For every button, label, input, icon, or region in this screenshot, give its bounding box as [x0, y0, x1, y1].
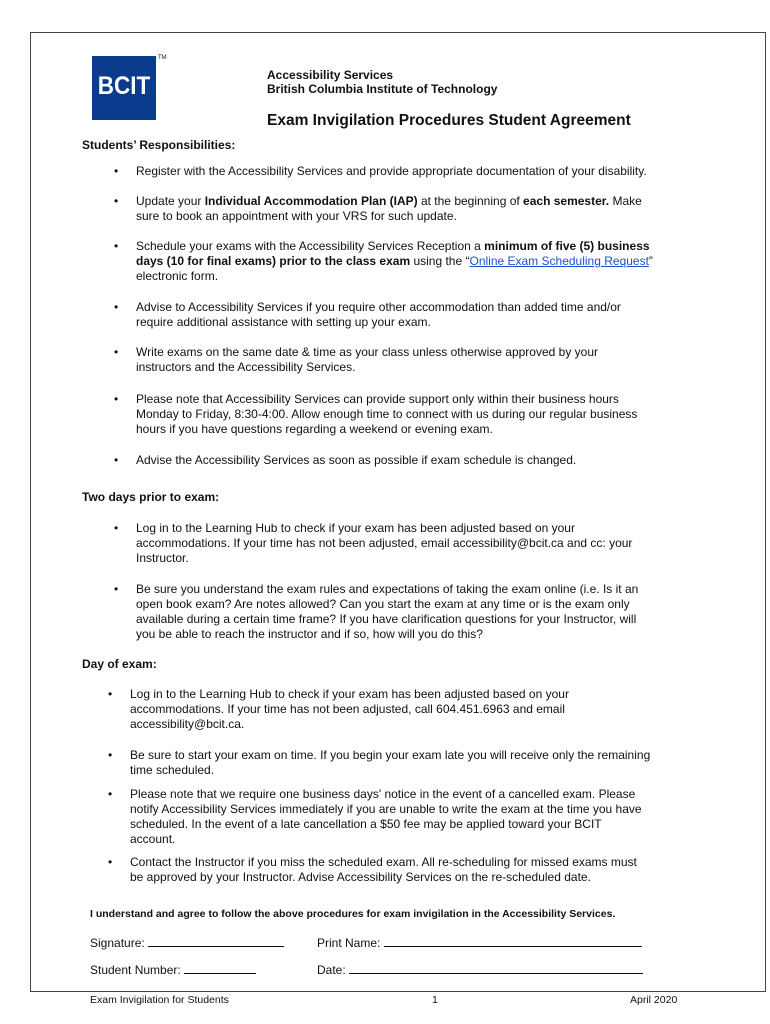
student-number-row	[90, 961, 256, 977]
section-heading-responsibilities: Students’ Responsibilities:	[82, 138, 236, 152]
list-item	[130, 855, 637, 885]
list-item	[136, 194, 642, 224]
online-exam-scheduling-link[interactable]: Online Exam Scheduling Request	[469, 254, 649, 268]
list-item-text: you be able to reach the instructor and if so, how will you do this?	[136, 627, 483, 641]
list-item	[136, 521, 632, 566]
institute-name: British Columbia Institute of Technology	[267, 82, 498, 96]
list-item-text: open book exam? Are notes allowed? Can you start the exam at any time or is the exam only	[136, 597, 630, 611]
list-item-text: scheduled. In the event of a late cancellation a $50 fee may be applied toward your BCIT	[130, 817, 602, 831]
date-label: Date:	[317, 963, 346, 977]
list-item-text: Update your	[136, 194, 205, 208]
list-item	[136, 582, 638, 642]
list-item-text: Make	[609, 194, 642, 208]
list-item	[136, 239, 653, 284]
bullet-icon: •	[114, 194, 119, 208]
list-item-text: Log in to the Learning Hub to check if your exam has been adjusted based on your	[136, 521, 575, 535]
footer-title: Exam Invigilation for Students	[90, 994, 229, 1006]
list-item-text: hours if you have questions regarding a weekend or evening exam.	[136, 422, 493, 436]
list-item-text: Advise the Accessibility Services as soon as possible if exam schedule is changed.	[136, 453, 577, 467]
list-item-text: at the beginning of	[417, 194, 524, 208]
agreement-statement: I understand and agree to follow the above procedures for exam invigilation in the Accessibility Services.	[90, 908, 616, 920]
list-item	[136, 392, 637, 437]
list-item	[136, 164, 647, 179]
bullet-icon: •	[114, 521, 119, 535]
signature-row	[90, 934, 284, 950]
list-item-text: Please note that Accessibility Services can provide support only within their business hours	[136, 392, 619, 406]
student-number-field[interactable]	[184, 961, 256, 974]
list-item-text: accommodations. If your time has not been adjusted, call 604.451.6963 and email	[130, 702, 565, 716]
bullet-icon: •	[114, 300, 119, 314]
header-block	[267, 68, 497, 96]
list-item-text: Schedule your exams with the Accessibility Services Reception a	[136, 239, 485, 253]
list-item-text: using the “	[410, 254, 470, 268]
list-item-text: notify Accessibility Services immediately if you are unable to write the exam at the time you have	[130, 802, 642, 816]
list-item-text: Register with the Accessibility Services and provide appropriate documentation of your disability.	[136, 164, 647, 178]
print-name-field[interactable]	[384, 934, 642, 947]
bullet-icon: •	[114, 345, 119, 359]
list-item-text: ”	[648, 254, 653, 268]
list-item-text: accessibility@bcit.ca.	[130, 717, 245, 731]
logo-text: BCIT	[97, 72, 151, 100]
date-row	[317, 961, 643, 977]
list-item	[130, 687, 569, 732]
list-item	[130, 787, 642, 847]
footer-date: April 2020	[630, 994, 678, 1006]
list-item-text: Instructor.	[136, 551, 189, 565]
list-item-text: account.	[130, 832, 176, 846]
list-item-text: Please note that we require one business days' notice in the event of a cancelled exam. Please	[130, 787, 636, 801]
bullet-icon: •	[114, 582, 119, 596]
list-item	[130, 748, 650, 778]
trademark-mark: TM	[158, 55, 167, 61]
list-item-text: require additional assistance with setting up your exam.	[136, 315, 431, 329]
signature-field[interactable]	[148, 934, 284, 947]
list-item-text: accommodations. If your time has not been adjusted, email accessibility@bcit.ca and cc: your	[136, 536, 633, 550]
list-item-text: Advise to Accessibility Services if you require other accommodation than added time and/or	[136, 300, 621, 314]
list-item	[136, 300, 621, 330]
bullet-icon: •	[114, 453, 119, 467]
list-item-text: Monday to Friday, 8:30-4:00. Allow enough time to connect with us during our regular business	[136, 407, 638, 421]
signature-label: Signature:	[90, 936, 145, 950]
list-item	[136, 345, 598, 375]
emphasis-text: days (10 for final exams) prior to the class exam	[136, 254, 411, 268]
bullet-icon: •	[108, 687, 113, 701]
emphasis-text: each semester.	[523, 194, 610, 208]
list-item-text: electronic form.	[136, 269, 219, 283]
bcit-logo	[92, 56, 156, 120]
list-item-text: time scheduled.	[130, 763, 215, 777]
bullet-icon: •	[108, 855, 113, 869]
list-item-text: Be sure to start your exam on time. If you begin your exam late you will receive only the remaining	[130, 748, 651, 762]
print-name-row	[317, 934, 642, 950]
list-item-text: available during a certain time frame? If you have clarification questions for your Instructor, will	[136, 612, 637, 626]
list-item-text: sure to book an appointment with your VRS for such update.	[136, 209, 457, 223]
list-item-text: be approved by your Instructor. Advise Accessibility Services on the re-scheduled date.	[130, 870, 591, 884]
print-name-label: Print Name:	[317, 936, 381, 950]
list-item-text: Write exams on the same date & time as your class unless otherwise approved by your	[136, 345, 598, 359]
section-heading-two-days: Two days prior to exam:	[82, 490, 220, 504]
list-item-text: Log in to the Learning Hub to check if your exam has been adjusted based on your	[130, 687, 569, 701]
section-heading-day-of-exam: Day of exam:	[82, 657, 157, 671]
bullet-icon: •	[114, 239, 119, 253]
date-field[interactable]	[349, 961, 643, 974]
list-item-text: Be sure you understand the exam rules and expectations of taking the exam online (i.e. Is it an	[136, 582, 639, 596]
page-number: 1	[432, 994, 438, 1006]
page-title: Exam Invigilation Procedures Student Agreement	[267, 112, 631, 129]
student-number-label: Student Number:	[90, 963, 181, 977]
emphasis-text: minimum of five (5) business	[484, 239, 650, 253]
bullet-icon: •	[108, 748, 113, 762]
list-item-text: Contact the Instructor if you miss the scheduled exam. All re-scheduling for missed exams must	[130, 855, 637, 869]
department-name: Accessibility Services	[267, 68, 394, 82]
bullet-icon: •	[114, 392, 119, 406]
emphasis-text: Individual Accommodation Plan (IAP)	[204, 194, 418, 208]
list-item	[136, 453, 576, 468]
bullet-icon: •	[108, 787, 113, 801]
bullet-icon: •	[114, 164, 119, 178]
list-item-text: instructors and the Accessibility Services.	[136, 360, 356, 374]
